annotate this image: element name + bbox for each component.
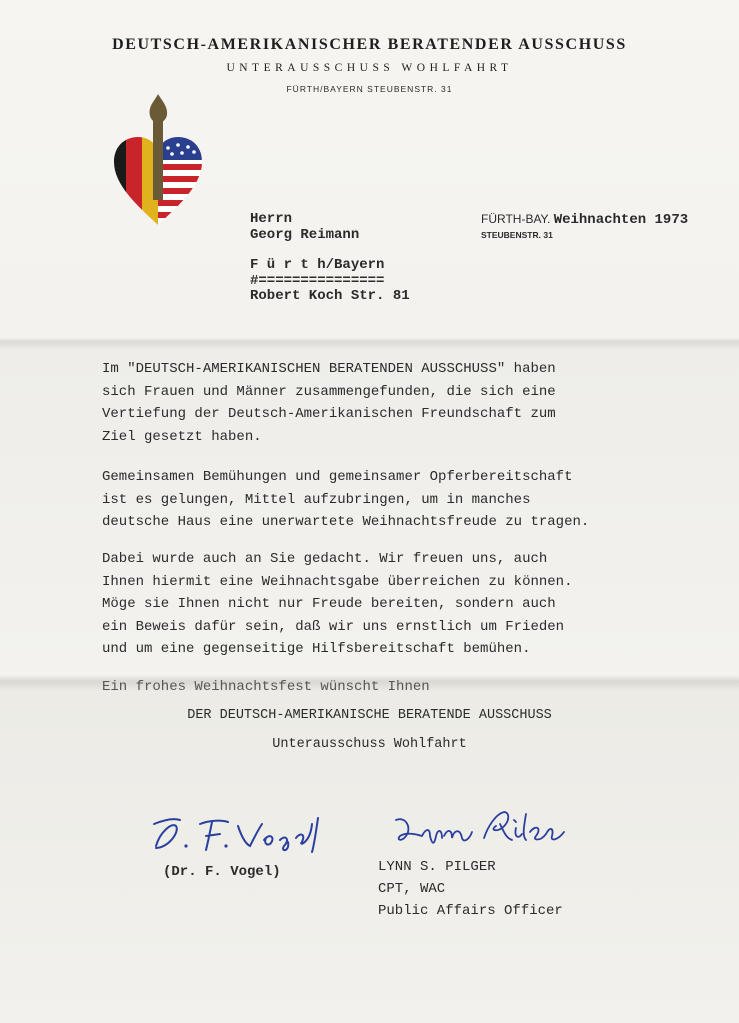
committee-name: DER DEUTSCH-AMERIKANISCHE BERATENDE AUSSCHUSS xyxy=(187,708,552,723)
dateline xyxy=(481,212,688,228)
org-address: FÜRTH/BAYERN STEUBENSTR. 31 xyxy=(286,84,453,94)
dateline-street: STEUBENSTR. 31 xyxy=(481,230,553,240)
committee-subcommittee: Unterausschuss Wohlfahrt xyxy=(272,737,467,752)
org-name: DEUTSCH-AMERIKANISCHER BERATENDER AUSSCHUSS xyxy=(112,36,627,53)
signer-right-rank: CPT, WAC xyxy=(378,881,446,897)
recipient-city-underline: #=============== xyxy=(250,273,385,289)
signature-pilger xyxy=(392,806,572,858)
recipient-salutation: Herrn xyxy=(250,211,293,227)
closing-line: Ein frohes Weihnachtsfest wünscht Ihnen xyxy=(102,679,430,695)
recipient-street: Robert Koch Str. 81 xyxy=(250,288,410,304)
signature-vogel xyxy=(150,812,330,862)
body-paragraph-1: Im "DEUTSCH-AMERIKANISCHEN BERATENDEN AUSSCHUSS" haben sich Frauen und Männer zusammengefunden, die sich eine Vertiefung der Deutsch-Amerikanischen Freundschaft zum Ziel gesetzt haben. xyxy=(102,361,556,445)
org-subcommittee: UNTERAUSSCHUSS WOHLFAHRT xyxy=(226,62,513,74)
heart-torch-emblem xyxy=(110,90,206,230)
body-paragraph-2: Gemeinsamen Bemühungen und gemeinsamer Opferbereitschaft ist es gelungen, Mittel aufzubringen, um in manches deutsche Haus eine unerwartete Weihnachtsfreude zu tragen. xyxy=(102,469,590,531)
signer-right-name: LYNN S. PILGER xyxy=(378,859,496,875)
dateline-date: Weihnachten 1973 xyxy=(553,212,689,228)
recipient-city: F ü r t h/Bayern xyxy=(250,257,385,273)
signer-right-title: Public Affairs Officer xyxy=(378,903,563,919)
dateline-place: FÜRTH-BAY. xyxy=(481,212,551,226)
recipient-name: Georg Reimann xyxy=(250,227,360,243)
signer-left-typed: (Dr. F. Vogel) xyxy=(163,864,281,880)
body-paragraph-3: Dabei wurde auch an Sie gedacht. Wir freuen uns, auch Ihnen hiermit eine Weihnachtsgabe überreichen zu können. Möge sie Ihnen nicht nur Freude bereiten, sondern auch ein Beweis dafür sein, daß wir uns ernstlich um Frieden und um eine gegenseitige Hilfsbereitschaft bemühen. xyxy=(102,551,573,658)
